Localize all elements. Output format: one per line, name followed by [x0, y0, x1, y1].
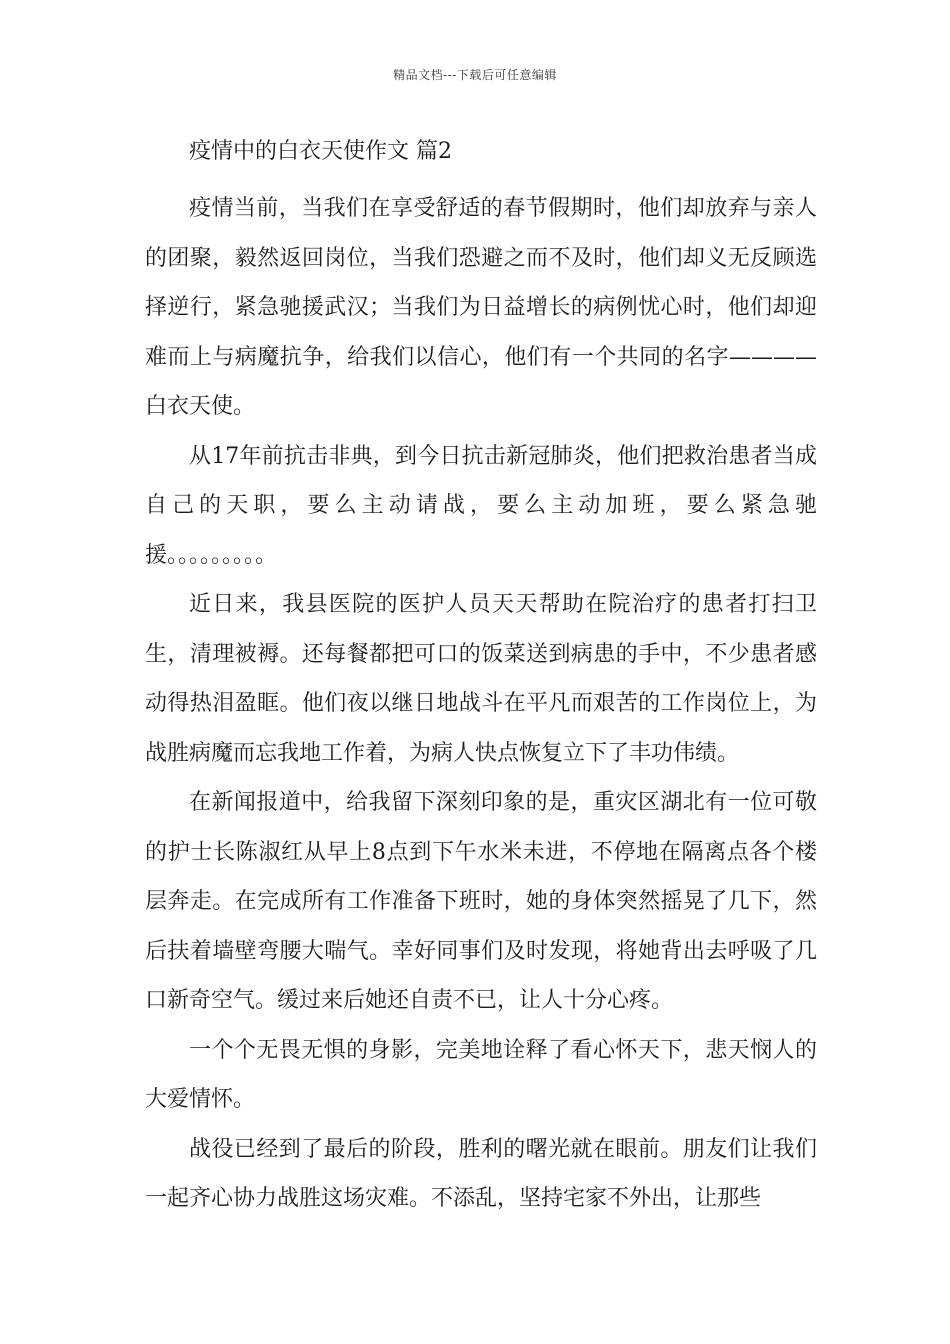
- page-header: 精品文档---下载后可任意编辑: [393, 68, 557, 82]
- document-title: 疫情中的白衣天使作文 篇2: [189, 139, 452, 164]
- paragraph-1: 疫情当前，当我们在享受舒适的春节假期时，他们却放弃与亲人的团聚，毅然返回岗位，当我们恐避之而不及时，他们却义无反顾选择逆行，紧急驰援武汉；当我们为日益增长的病例忧心时，他们却迎难而上与病魔抗争，给我们以信心，他们有一个共同的名字————白衣天使。: [145, 196, 817, 419]
- paragraph-3: 近日来，我县医院的医护人员天天帮助在院治疗的患者打扫卫生，清理被褥。还每餐都把可口的饭菜送到病患的手中，不少患者感动得热泪盈眶。他们夜以继日地战斗在平凡而艰苦的工作岗位上，为战胜病魔而忘我地工作着，为病人快点恢复立下了丰功伟绩。: [145, 592, 817, 766]
- document-body: [145, 134, 817, 1224]
- paragraph-5: 一个个无畏无惧的身影，完美地诠释了看心怀天下，悲天悯人的大爱情怀。: [145, 1037, 817, 1112]
- paragraph-6: 战役已经到了最后的阶段，胜利的曙光就在眼前。朋友们让我们一起齐心协力战胜这场灾难。不添乱，坚持宅家不外出，让那些: [145, 1136, 817, 1211]
- paragraph-4: 在新闻报道中，给我留下深刻印象的是，重灾区湖北有一位可敬的护士长陈淑红从早上8点到下午水米未进，不停地在隔离点各个楼层奔走。在完成所有工作准备下班时，她的身体突然摇晃了几下，然后扶着墙壁弯腰大喘气。幸好同事们及时发现，将她背出去呼吸了几口新奇空气。缓过来后她还自责不已，让人十分心疼。: [145, 790, 817, 1013]
- paragraph-2: 从17年前抗击非典，到今日抗击新冠肺炎，他们把救治患者当成自己的天职，要么主动请战，要么主动加班，要么紧急驰援。。。。。。。。。: [145, 443, 817, 568]
